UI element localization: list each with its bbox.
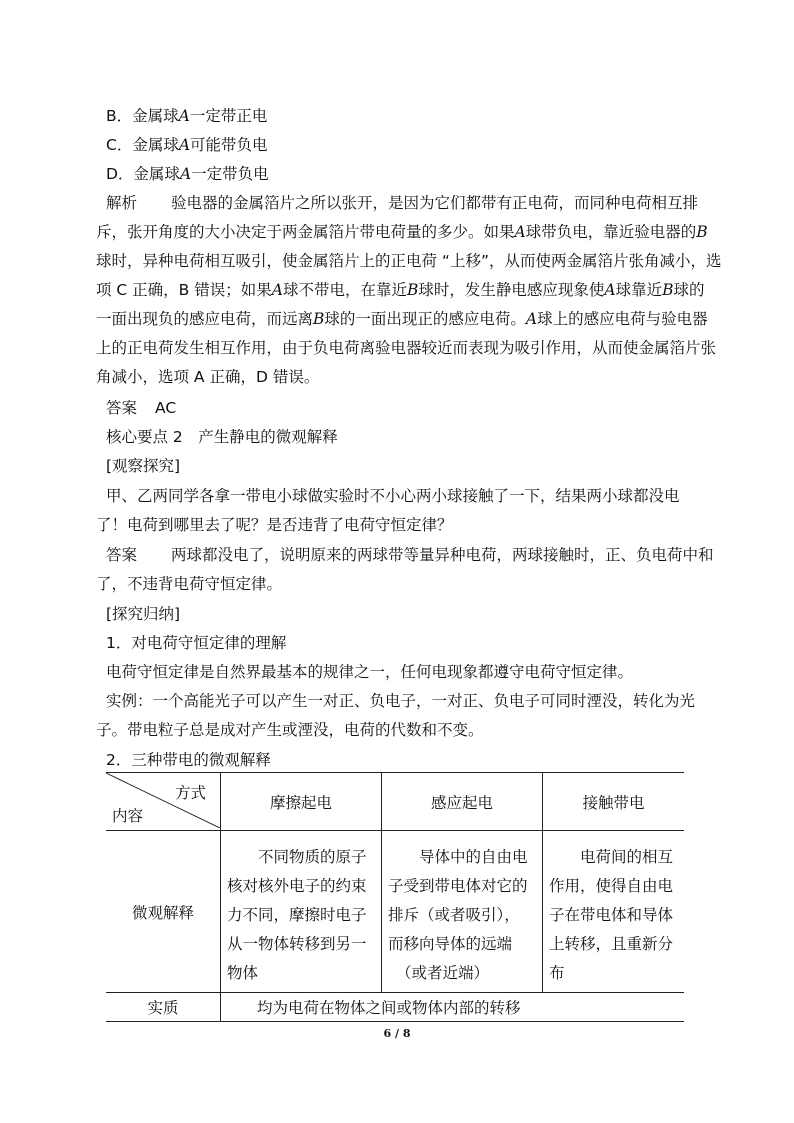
cell-induction: 导体中的自由电 子受到带电体对它的 排斥（或者吸引）， 而移向导体的远端 （或者近端） bbox=[382, 831, 543, 993]
question-line-1: 甲、乙两同学各拿一带电小球做实验时不小心两小球接触了一下，结果两小球都没电 bbox=[106, 487, 680, 505]
row-label-micro: 微观解释 bbox=[106, 831, 221, 993]
column-header-contact: 接触带电 bbox=[543, 773, 685, 831]
section-1-paragraph-1: 电荷守恒定律是自然界最基本的规律之一，任何电现象都遵守电荷守恒定律。 bbox=[106, 663, 634, 681]
answer-2-line-1: 答案 两球都没电了，说明原来的两球带等量异种电荷，两球接触时，正、负电荷中和 bbox=[106, 546, 714, 564]
column-header-friction: 摩擦起电 bbox=[221, 773, 382, 831]
table-row bbox=[106, 993, 684, 1022]
cell-contact: 电荷间的相互 作用，使得自由电 子在带电体和导体 上转移，且重新分 布 bbox=[543, 831, 685, 993]
summary-heading: [探究归纳] bbox=[106, 605, 181, 623]
table-corner-cell bbox=[106, 773, 221, 831]
section-1-paragraph-2-line-1: 实例：一个高能光子可以产生一对正、负电子，一对正、负电子可同时湮没，转化为光 bbox=[106, 692, 696, 710]
page-number: 6 / 8 bbox=[383, 1027, 411, 1040]
analysis-line-6: 上的正电荷发生相互作用，由于负电荷离验电器较近而表现为吸引作用，从而使金属箔片张 bbox=[96, 339, 717, 357]
key-point-heading: 核心要点 2 产生静电的微观解释 bbox=[106, 428, 338, 446]
corner-label-method: 方式 bbox=[174, 784, 206, 802]
analysis-line-4: 项 C 正确，B 错误；如果A球不带电，在靠近B球时，发生静电感应现象使A球靠近B球的 bbox=[96, 281, 705, 299]
row-label-essence: 实质 bbox=[106, 993, 221, 1022]
section-1-title: 1．对电荷守恒定律的理解 bbox=[106, 634, 287, 652]
column-header-induction: 感应起电 bbox=[382, 773, 543, 831]
analysis-line-3: 球时，异种电荷相互吸引，使金属箔片上的正电荷 “上移”，从而使两金属箔片张角减小，选 bbox=[96, 252, 722, 270]
option-d: D．金属球A一定带负电 bbox=[106, 165, 269, 183]
answer-1: 答案 AC bbox=[106, 399, 177, 417]
answer-label: 答案 bbox=[106, 546, 138, 564]
section-1-paragraph-2-line-2: 子。带电粒子总是成对产生或湮没，电荷的代数和不变。 bbox=[96, 721, 484, 739]
analysis-line-5: 一面出现负的感应电荷，而远离B球的一面出现正的感应电荷。A球上的感应电荷与验电器 bbox=[96, 310, 708, 328]
corner-label-content: 内容 bbox=[112, 807, 144, 825]
charging-methods-table bbox=[106, 772, 684, 1022]
analysis-line-7: 角减小，选项 A 正确，D 错误。 bbox=[96, 368, 320, 386]
question-line-2: 了！电荷到哪里去了呢？是否违背了电荷守恒定律？ bbox=[96, 516, 453, 534]
cell-essence: 均为电荷在物体之间或物体内部的转移 bbox=[221, 993, 685, 1022]
analysis-line-1: 解析 验电器的金属箔片之所以张开，是因为它们都带有正电荷，而同种电荷相互排 bbox=[106, 194, 699, 212]
cell-friction: 不同物质的原子 核对核外电子的约束 力不同，摩擦时电子 从一物体转移到另一 物体 bbox=[221, 831, 382, 993]
section-2-title: 2．三种带电的微观解释 bbox=[106, 751, 271, 769]
table-header-row bbox=[106, 773, 684, 831]
answer-2-line-2: 了，不违背电荷守恒定律。 bbox=[96, 575, 283, 593]
analysis-line-2: 斥，张开角度的大小决定于两金属箔片带电荷量的多少。如果A球带负电，靠近验电器的B bbox=[96, 223, 708, 241]
analysis-label: 解析 bbox=[106, 194, 138, 212]
answer-label: 答案 bbox=[106, 399, 138, 417]
option-b: B．金属球A一定带正电 bbox=[106, 107, 268, 125]
observe-heading: [观察探究] bbox=[106, 457, 181, 475]
option-c: C．金属球A可能带负电 bbox=[106, 136, 268, 154]
table-row bbox=[106, 831, 684, 993]
